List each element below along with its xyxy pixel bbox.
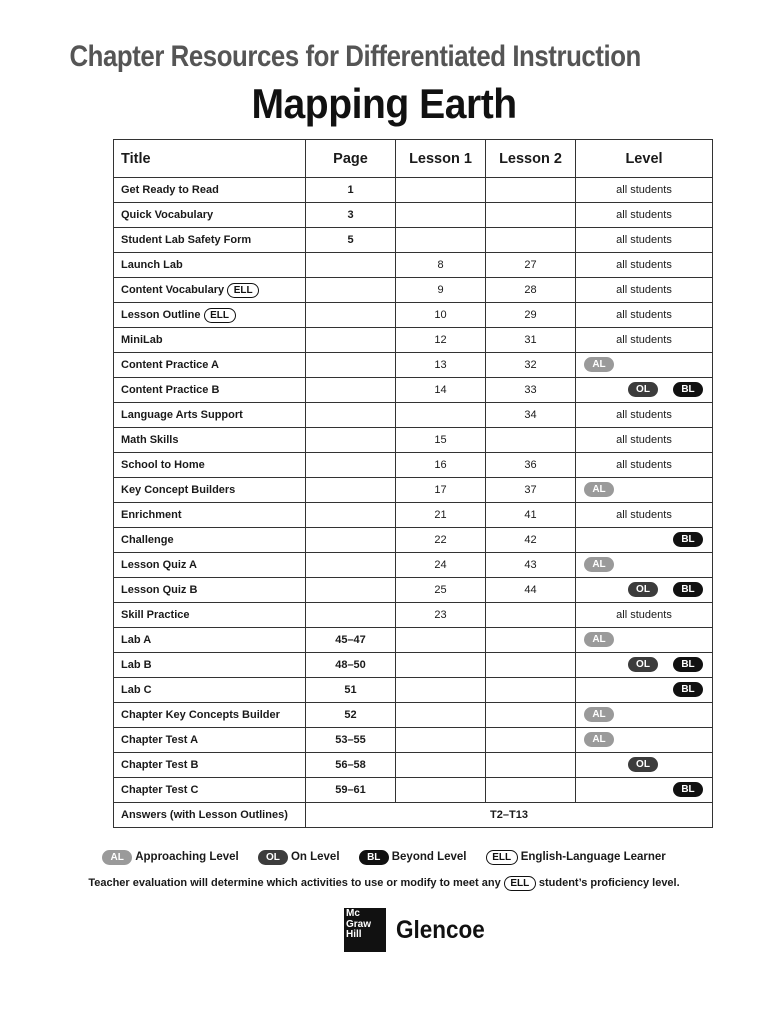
resource-title-text: Quick Vocabulary [121, 209, 214, 221]
column-header-title: Title [114, 140, 306, 178]
level-cell [576, 528, 713, 553]
mcgraw-hill-logo-icon [344, 908, 386, 952]
lesson1-cell [396, 403, 486, 428]
resource-title-text: Lesson Quiz A [121, 559, 197, 571]
lesson2-cell [486, 203, 576, 228]
al-badge-icon: AL [584, 482, 614, 497]
al-badge-icon: AL [102, 850, 132, 865]
page-cell [306, 603, 396, 628]
lesson2-cell [486, 628, 576, 653]
page-cell [306, 303, 396, 328]
page-cell [306, 328, 396, 353]
ol-badge-icon: OL [628, 657, 658, 672]
lesson1-cell [396, 678, 486, 703]
table-row [114, 228, 713, 253]
table-row [114, 178, 713, 203]
lesson2-cell [486, 228, 576, 253]
resource-title [114, 553, 306, 578]
lesson1-cell [396, 653, 486, 678]
answers-title: Answers (with Lesson Outlines) [114, 803, 306, 828]
resource-title [114, 753, 306, 778]
answers-pages: T2–T13 [306, 803, 713, 828]
lesson2-cell [486, 753, 576, 778]
lesson2-cell [486, 428, 576, 453]
resource-title [114, 278, 306, 303]
page-cell: 3 [306, 203, 396, 228]
resource-title-text: Student Lab Safety Form [121, 234, 252, 246]
document-title: Mapping Earth [251, 80, 517, 127]
resources-table [113, 139, 713, 828]
page-cell [306, 578, 396, 603]
bl-badge-icon: BL [673, 782, 703, 797]
column-header-lesson1: Lesson 1 [396, 140, 486, 178]
page-cell: 48–50 [306, 653, 396, 678]
note-text-after: student’s proficiency level. [538, 877, 680, 889]
level-cell [576, 203, 713, 228]
resource-title-text: Lab C [121, 684, 152, 696]
page-cell [306, 428, 396, 453]
level-cell [576, 728, 713, 753]
lesson1-cell: 16 [396, 453, 486, 478]
page-cell [306, 253, 396, 278]
al-badge-icon: AL [584, 357, 614, 372]
resource-title-text: Skill Practice [121, 609, 190, 621]
page-cell [306, 403, 396, 428]
lesson1-cell: 23 [396, 603, 486, 628]
page-cell [306, 478, 396, 503]
level-cell [576, 603, 713, 628]
resource-title-text: MiniLab [121, 334, 163, 346]
page-cell: 53–55 [306, 728, 396, 753]
lesson1-cell [396, 753, 486, 778]
level-cell [576, 478, 713, 503]
lesson2-cell: 41 [486, 503, 576, 528]
level-cell [576, 553, 713, 578]
level-cell [576, 453, 713, 478]
level-text: all students [616, 409, 672, 421]
table-row [114, 453, 713, 478]
table-row [114, 528, 713, 553]
lesson2-cell: 29 [486, 303, 576, 328]
level-text: all students [616, 284, 672, 296]
al-badge-icon: AL [584, 632, 614, 647]
table-row [114, 553, 713, 578]
lesson2-cell: 27 [486, 253, 576, 278]
level-cell [576, 428, 713, 453]
level-cell [576, 753, 713, 778]
level-text: all students [616, 234, 672, 246]
table-row [114, 653, 713, 678]
resource-title-text: Launch Lab [121, 259, 183, 271]
resource-title [114, 353, 306, 378]
lesson1-cell: 9 [396, 278, 486, 303]
table-row [114, 678, 713, 703]
level-text: all students [616, 184, 672, 196]
resource-title-text: Lesson Outline [121, 308, 201, 321]
page-cell: 56–58 [306, 753, 396, 778]
al-badge-icon: AL [584, 707, 614, 722]
page-cell: 52 [306, 703, 396, 728]
legend-item-al [102, 850, 239, 865]
resource-title-text: Content Practice A [121, 359, 220, 371]
page-cell [306, 378, 396, 403]
table-row [114, 503, 713, 528]
level-text: all students [616, 609, 672, 621]
legend-item-ol [258, 850, 340, 865]
resource-title-text: Chapter Key Concepts Builder [121, 709, 280, 721]
logo-mark-line: Hill [346, 929, 362, 940]
table-row [114, 478, 713, 503]
resource-title [114, 378, 306, 403]
resource-title-text: Challenge [121, 534, 174, 546]
table-row [114, 378, 713, 403]
page-cell [306, 553, 396, 578]
level-cell [576, 353, 713, 378]
page-cell: 51 [306, 678, 396, 703]
lesson1-cell: 10 [396, 303, 486, 328]
lesson1-cell [396, 628, 486, 653]
level-cell [576, 303, 713, 328]
lesson2-cell: 33 [486, 378, 576, 403]
lesson1-cell [396, 703, 486, 728]
ell-badge-icon: ELL [504, 876, 536, 891]
page-cell: 5 [306, 228, 396, 253]
table-row [114, 203, 713, 228]
lesson1-cell: 13 [396, 353, 486, 378]
level-cell [576, 253, 713, 278]
resource-title-text: Math Skills [121, 434, 179, 446]
resource-title-text: Chapter Test A [121, 734, 199, 746]
lesson1-cell [396, 778, 486, 803]
bl-badge-icon: BL [359, 850, 389, 865]
legend-label: Beyond Level [391, 851, 467, 863]
lesson2-cell: 36 [486, 453, 576, 478]
level-cell [576, 628, 713, 653]
resource-title [114, 478, 306, 503]
level-text: all students [616, 434, 672, 446]
bl-badge-icon: BL [673, 682, 703, 697]
resource-title [114, 528, 306, 553]
table-row [114, 703, 713, 728]
lesson2-cell: 32 [486, 353, 576, 378]
resource-title-text: Get Ready to Read [121, 184, 219, 196]
lesson1-cell: 22 [396, 528, 486, 553]
lesson2-cell [486, 703, 576, 728]
lesson2-cell [486, 778, 576, 803]
resource-title [114, 578, 306, 603]
table-header-row [114, 140, 713, 178]
table-row [114, 303, 713, 328]
lesson1-cell [396, 228, 486, 253]
al-badge-icon: AL [584, 557, 614, 572]
note-text-before: Teacher evaluation will determine which activities to use or modify to meet any [88, 877, 501, 889]
lesson2-cell: 34 [486, 403, 576, 428]
resource-title [114, 303, 306, 328]
logo-mark-line: Graw [346, 918, 372, 930]
table-row [114, 253, 713, 278]
page-cell [306, 528, 396, 553]
resource-title-text: Language Arts Support [121, 409, 243, 421]
table-row [114, 428, 713, 453]
logo-mark-line: Mc [346, 908, 360, 919]
level-legend [0, 850, 768, 865]
page-cell [306, 278, 396, 303]
page-cell [306, 353, 396, 378]
lesson2-cell: 44 [486, 578, 576, 603]
page-cell [306, 503, 396, 528]
lesson2-cell [486, 603, 576, 628]
level-cell [576, 678, 713, 703]
glencoe-logo-text: Glencoe [396, 915, 485, 944]
lesson2-cell [486, 728, 576, 753]
table-row [114, 728, 713, 753]
resource-title [114, 653, 306, 678]
resource-title-text: Chapter Test B [121, 759, 199, 771]
page-cell: 59–61 [306, 778, 396, 803]
resource-title [114, 253, 306, 278]
resource-title-text: Lab B [121, 659, 152, 671]
table-row [114, 328, 713, 353]
publisher-logo [344, 908, 495, 952]
resource-title [114, 728, 306, 753]
table-row [114, 278, 713, 303]
lesson1-cell: 25 [396, 578, 486, 603]
page-cell: 1 [306, 178, 396, 203]
lesson1-cell: 14 [396, 378, 486, 403]
resource-title-text: Enrichment [121, 509, 182, 521]
lesson2-cell: 28 [486, 278, 576, 303]
lesson1-cell: 17 [396, 478, 486, 503]
level-cell [576, 328, 713, 353]
resource-title-text: School to Home [121, 459, 205, 471]
resource-title [114, 403, 306, 428]
lesson1-cell: 12 [396, 328, 486, 353]
resource-title-text: Lab A [121, 634, 152, 646]
resource-title [114, 603, 306, 628]
ol-badge-icon: OL [628, 757, 658, 772]
level-cell [576, 703, 713, 728]
legend-label: Approaching Level [135, 851, 239, 863]
resource-title [114, 178, 306, 203]
ell-badge-icon: ELL [486, 850, 518, 865]
level-text: all students [616, 459, 672, 471]
resource-title [114, 428, 306, 453]
level-cell [576, 778, 713, 803]
page-cell [306, 453, 396, 478]
table-row [114, 578, 713, 603]
ol-badge-icon: OL [628, 382, 658, 397]
lesson1-cell: 24 [396, 553, 486, 578]
resource-title-text: Lesson Quiz B [121, 584, 198, 596]
legend-item-bl [359, 850, 467, 865]
resource-title-text: Key Concept Builders [121, 484, 236, 496]
table-row [114, 778, 713, 803]
level-cell [576, 178, 713, 203]
level-text: all students [616, 209, 672, 221]
level-cell [576, 503, 713, 528]
legend-label: On Level [290, 851, 340, 863]
table-row [114, 403, 713, 428]
resource-title [114, 203, 306, 228]
resource-title-text: Content Vocabulary [121, 283, 225, 296]
ol-badge-icon: OL [628, 582, 658, 597]
lesson1-cell [396, 203, 486, 228]
page-cell: 45–47 [306, 628, 396, 653]
lesson1-cell: 21 [396, 503, 486, 528]
legend-label: English-Language Learner [520, 851, 666, 863]
legend-item-ell [486, 850, 666, 865]
bl-badge-icon: BL [673, 382, 703, 397]
lesson1-cell [396, 178, 486, 203]
bl-badge-icon: BL [673, 532, 703, 547]
lesson2-cell: 37 [486, 478, 576, 503]
resource-title [114, 628, 306, 653]
table-row [114, 753, 713, 778]
table-body [114, 178, 713, 828]
resource-title [114, 778, 306, 803]
lesson1-cell: 8 [396, 253, 486, 278]
resource-title [114, 228, 306, 253]
level-text: all students [616, 334, 672, 346]
table-row [114, 628, 713, 653]
bl-badge-icon: BL [673, 657, 703, 672]
lesson2-cell: 31 [486, 328, 576, 353]
lesson2-cell [486, 178, 576, 203]
lesson2-cell: 42 [486, 528, 576, 553]
level-text: all students [616, 509, 672, 521]
ell-badge-icon: ELL [227, 283, 259, 298]
ol-badge-icon: OL [258, 850, 288, 865]
resource-title [114, 328, 306, 353]
document-subtitle: Chapter Resources for Differentiated Instruction [69, 40, 641, 73]
lesson1-cell [396, 728, 486, 753]
column-header-page: Page [306, 140, 396, 178]
level-cell [576, 653, 713, 678]
answers-row [114, 803, 713, 828]
lesson2-cell: 43 [486, 553, 576, 578]
bl-badge-icon: BL [673, 582, 703, 597]
level-cell [576, 278, 713, 303]
level-text: all students [616, 259, 672, 271]
al-badge-icon: AL [584, 732, 614, 747]
table-row [114, 603, 713, 628]
resource-title-text: Chapter Test C [121, 784, 199, 796]
level-cell [576, 378, 713, 403]
lesson2-cell [486, 653, 576, 678]
table-row [114, 353, 713, 378]
level-cell [576, 403, 713, 428]
column-header-lesson2: Lesson 2 [486, 140, 576, 178]
lesson1-cell: 15 [396, 428, 486, 453]
level-cell [576, 578, 713, 603]
column-header-level: Level [576, 140, 713, 178]
resource-title-text: Content Practice B [121, 384, 220, 396]
resource-title [114, 703, 306, 728]
lesson2-cell [486, 678, 576, 703]
resource-title [114, 503, 306, 528]
teacher-note [0, 876, 768, 891]
resource-title [114, 453, 306, 478]
level-text: all students [616, 309, 672, 321]
ell-badge-icon: ELL [204, 308, 236, 323]
level-cell [576, 228, 713, 253]
resource-title [114, 678, 306, 703]
